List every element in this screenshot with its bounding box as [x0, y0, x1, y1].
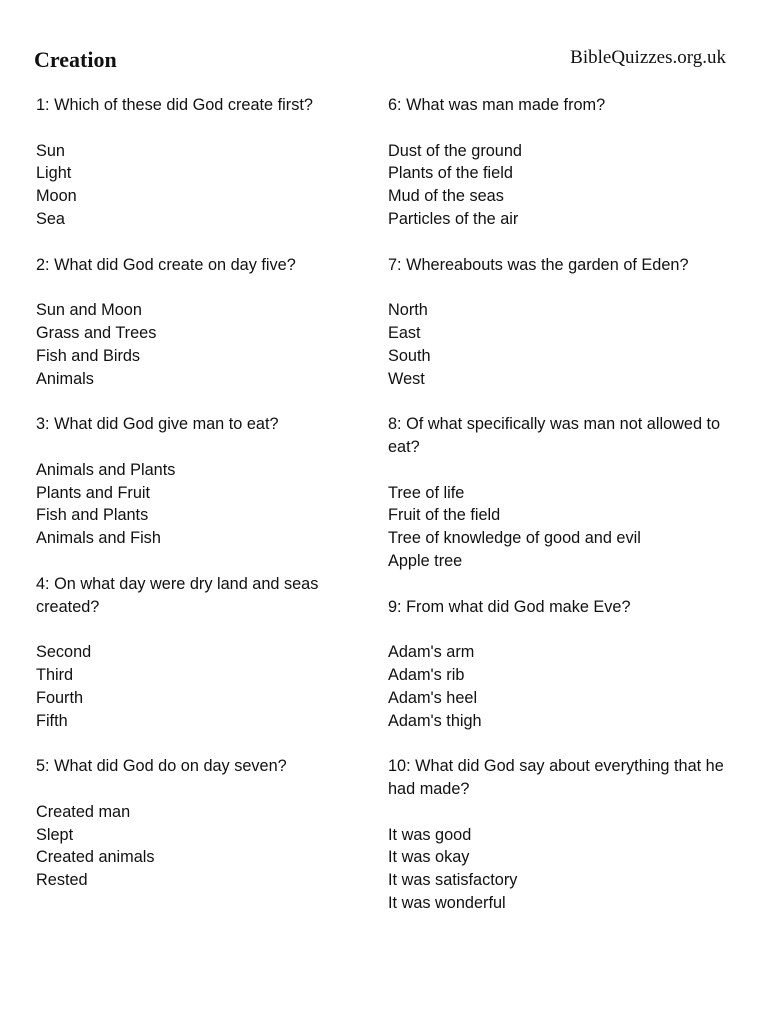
answer-options: [36, 641, 366, 732]
answer-option: Adam's thigh: [388, 711, 482, 730]
page-header: [34, 44, 726, 80]
question-1: [36, 94, 366, 231]
answer-option: Fish and Birds: [36, 346, 141, 365]
answer-option: North: [388, 301, 428, 320]
answer-option: It was good: [388, 825, 472, 844]
question-text: 2: What did God create on day five?: [36, 255, 296, 274]
answer-option: Rested: [36, 871, 88, 890]
question-10: [388, 755, 734, 915]
answer-options: [388, 299, 734, 390]
answer-option: Fish and Plants: [36, 506, 149, 525]
question-text: 5: What did God do on day seven?: [36, 757, 287, 776]
answer-option: Plants and Fruit: [36, 483, 151, 502]
answer-option: Created animals: [36, 848, 155, 867]
answer-option: Animals: [36, 369, 94, 388]
answer-option: It was wonderful: [388, 893, 506, 912]
page-title: Creation: [34, 47, 117, 72]
site-name: BibleQuizzes.org.uk: [570, 47, 726, 68]
question-7: [388, 254, 734, 391]
question-8: [388, 413, 734, 573]
answer-option: South: [388, 346, 431, 365]
answer-option: Adam's rib: [388, 665, 465, 684]
answer-option: Dust of the ground: [388, 141, 522, 160]
question-text: 1: Which of these did God create first?: [36, 96, 313, 114]
answer-options: [388, 641, 734, 732]
answer-options: [36, 801, 366, 892]
question-5: [36, 755, 366, 892]
answer-options: [388, 482, 734, 573]
question-6: [388, 94, 734, 231]
answer-option: Sea: [36, 209, 65, 228]
answer-option: Plants of the field: [388, 164, 513, 183]
answer-option: Sun and Moon: [36, 301, 142, 320]
answer-option: Animals and Plants: [36, 460, 176, 479]
question-2: [36, 254, 366, 391]
answer-option: Second: [36, 643, 92, 662]
question-text: 9: From what did God make Eve?: [388, 597, 631, 616]
question-text: 4: On what day were dry land and seas created?: [36, 574, 319, 616]
answer-option: Particles of the air: [388, 209, 519, 228]
answer-options: [36, 299, 366, 390]
answer-option: Created man: [36, 802, 131, 821]
answer-option: East: [388, 323, 421, 342]
right-column: [388, 94, 734, 937]
answer-option: Fruit of the field: [388, 506, 501, 525]
question-3: [36, 413, 366, 550]
answer-option: Apple tree: [388, 551, 463, 570]
answer-option: West: [388, 369, 425, 388]
answer-options: [388, 140, 734, 231]
question-text: 8: Of what specifically was man not allowed to eat?: [388, 415, 721, 456]
answer-option: Adam's heel: [388, 688, 478, 707]
answer-option: Fourth: [36, 688, 84, 707]
question-text: 3: What did God give man to eat?: [36, 415, 279, 434]
question-text: 7: Whereabouts was the garden of Eden?: [388, 255, 689, 274]
answer-option: Moon: [36, 187, 77, 206]
answer-option: It was okay: [388, 848, 470, 867]
question-text: 6: What was man made from?: [388, 96, 606, 114]
answer-option: Slept: [36, 825, 74, 844]
answer-option: Fifth: [36, 711, 68, 730]
answer-options: [36, 459, 366, 550]
answer-option: Light: [36, 164, 72, 183]
answer-option: Tree of knowledge of good and evil: [388, 529, 641, 548]
answer-option: Animals and Fish: [36, 529, 161, 548]
answer-option: Grass and Trees: [36, 323, 157, 342]
answer-option: Tree of life: [388, 483, 465, 502]
answer-options: [388, 824, 734, 915]
answer-option: It was satisfactory: [388, 871, 518, 890]
answer-options: [36, 140, 366, 231]
left-column: [36, 94, 366, 915]
answer-option: Sun: [36, 141, 65, 160]
answer-option: Mud of the seas: [388, 187, 504, 206]
question-4: [36, 573, 366, 733]
answer-option: Adam's arm: [388, 643, 475, 662]
question-text: 10: What did God say about everything that he had made?: [388, 757, 724, 798]
question-9: [388, 596, 734, 733]
answer-option: Third: [36, 665, 74, 684]
